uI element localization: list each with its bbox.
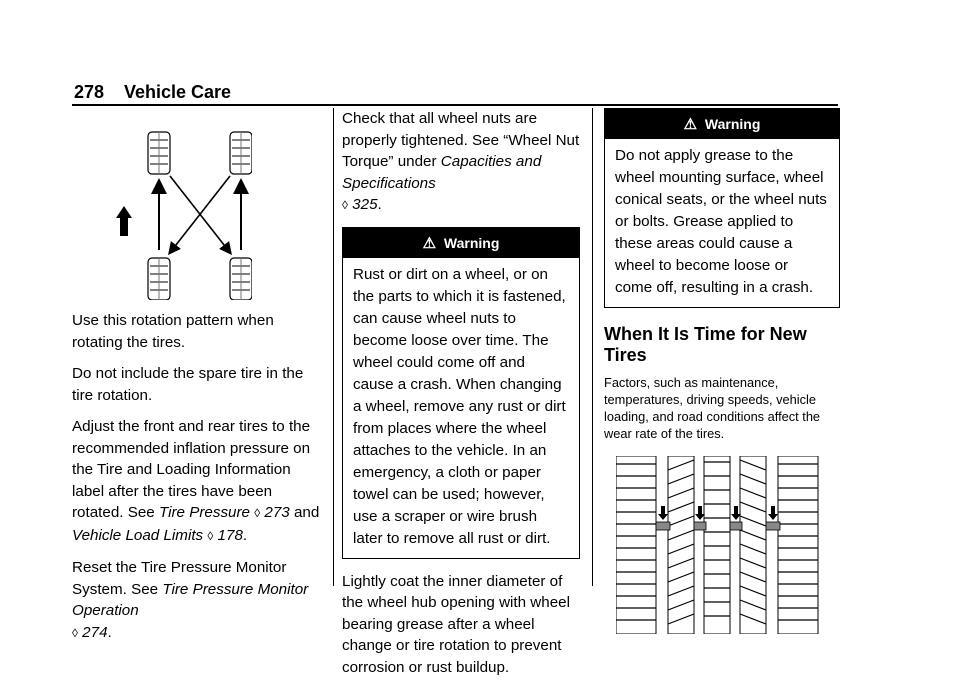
wear-indicator-bar [766,522,780,530]
warning-triangle-icon: ⚠ [683,116,698,133]
section-title: Vehicle Care [124,82,232,102]
tpm-page[interactable]: 274 [82,623,108,641]
tread-wear-diagram [616,456,826,634]
spare-tire-note: Do not include the spare tire in the tire rotation. [72,365,304,404]
tire-rotation-diagram [72,118,252,300]
column-divider [333,108,334,586]
column-divider [592,108,593,586]
warning-box [604,108,840,308]
page-header [72,80,838,106]
warning-title: Warning [704,116,761,132]
capacities-page[interactable]: 325 [352,196,378,213]
page-reference-icon: ◊ [72,625,78,640]
vehicle-load-limits-link[interactable]: Vehicle Load Limits [72,526,204,544]
tire-pressure-link[interactable]: Tire Pressure [158,504,250,521]
column-1 [72,108,326,654]
page-reference-icon: ◊ [254,506,261,520]
tire-pressure-page[interactable]: 273 [264,504,290,521]
warning-title: Warning [443,234,500,251]
warning-text: Do not apply grease to the wheel mounting surface, wheel conical seats, or the wheel nuts or bolts. Grease applied to these areas could cause a wheel to become loose or come off, resulting in a crash. [615,147,827,296]
tpm-operation-link[interactable]: Tire Pressure Monitor Operation [72,580,309,619]
section-heading: When It Is Time for New Tires [604,324,807,365]
tire-icon [148,132,170,174]
warning-body [605,139,839,307]
indicator-arrow-icon [768,506,778,520]
page-number: 278 [74,82,105,102]
wear-indicator-bar [694,522,706,530]
wear-indicator-bar [730,522,742,530]
tpms-reset-paragraph: Reset the Tire Pressure Monitor System. See Tire Pressure Monitor Operation ◊ 274. [72,559,309,641]
column-2 [342,108,580,688]
indicator-arrow-icon [658,506,668,520]
inflation-paragraph: Adjust the front and rear tires to the recommended inflation pressure on the Tire and Loading Information label after the tires have been rotated. See Tire Pressure ◊ 273 and Vehicle Load Limits ◊ 178. [72,418,320,544]
warning-box [342,227,580,559]
tire-icon [230,258,252,300]
warning-header [343,228,579,258]
rotation-caption: Use this rotation pattern when rotating the tires. [72,312,274,351]
vehicle-load-page[interactable]: 178 [217,526,243,544]
rotation-arrow [172,176,230,250]
tire-icon [230,132,252,174]
wheel-nut-paragraph: Check that all wheel nuts are properly tightened. See “Wheel Nut Torque” under Capacities and Specifications ◊ 325. [342,110,580,213]
vehicle-front-arrow-icon [116,206,132,236]
wear-factors-paragraph: Factors, such as maintenance, temperatures, driving speeds, vehicle loading, and road conditions affect the wear rate of the tires. [604,375,821,441]
tire-icon [148,258,170,300]
hub-grease-paragraph: Lightly coat the inner diameter of the wheel hub opening with wheel bearing grease after a wheel change or tire rotation to prevent corrosion or rust buildup. [342,572,570,676]
page-reference-icon: ◊ [342,198,348,212]
rotation-arrow [170,176,228,250]
warning-triangle-icon: ⚠ [422,234,437,252]
warning-body [343,258,579,558]
warning-header [605,109,839,139]
page-reference-icon: ◊ [207,528,214,543]
warning-text: Rust or dirt on a wheel, or on the parts to which it is fastened, can cause wheel nuts to become loose over time. The wheel could come off and cause a crash. When changing a wheel, remove any rust or dirt from places where the wheel attaches to the vehicle. In an emergency, a cloth or paper towel can be used; however, use a scraper or wire brush later to remove all rust or dirt. [353,265,566,547]
column-3 [604,108,840,634]
capacities-link[interactable]: Capacities and Specifications [342,153,542,192]
wear-indicator-bar [656,522,670,530]
